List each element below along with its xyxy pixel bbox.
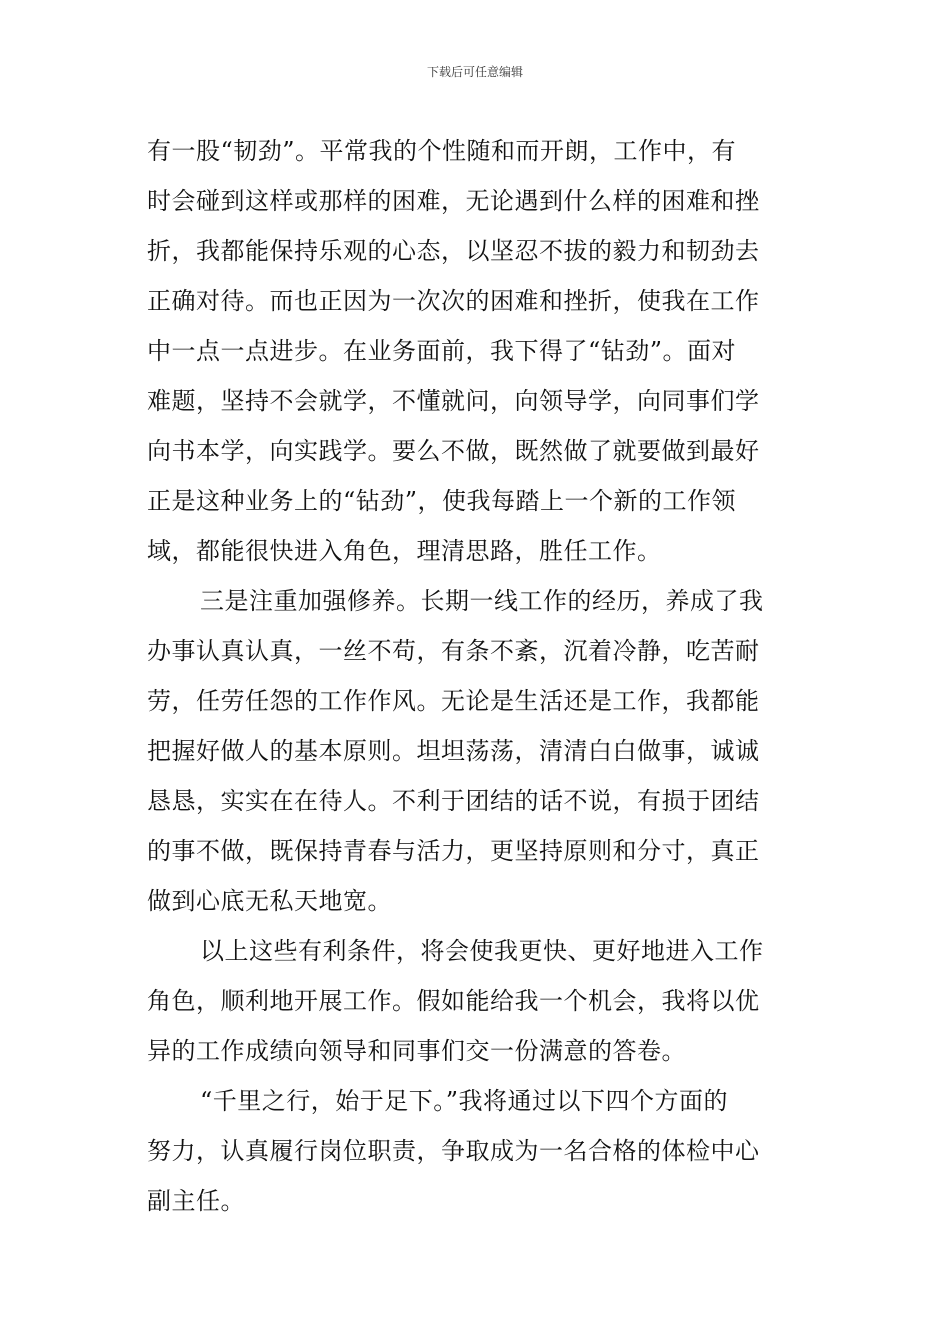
paragraph-start-line: 以上这些有利条件，将会使我更快、更好地进入工作 [200, 937, 764, 965]
text-line: 办事认真认真，一丝不苟，有条不紊，沉着冷静，吃苦耐 [147, 637, 760, 665]
text-line: 有一股“韧劲”。平常我的个性随和而开朗，工作中，有 [147, 137, 737, 165]
text-line: 做到心底无私天地宽。 [147, 887, 392, 915]
text-line: 域，都能很快进入角色，理清思路，胜任工作。 [147, 537, 662, 565]
page-header: 下载后可任意编辑 [426, 65, 523, 79]
text-line: 劳，任劳任怨的工作作风。无论是生活还是工作，我都能 [147, 687, 760, 715]
text-line: 折，我都能保持乐观的心态，以坚忍不拔的毅力和韧劲去 [147, 237, 760, 265]
text-line: 恳恳，实实在在待人。不利于团结的话不说，有损于团结 [147, 787, 760, 815]
text-line: 努力，认真履行岗位职责，争取成为一名合格的体检中心 [147, 1137, 760, 1165]
paragraph-start-line: 三是注重加强修养。长期一线工作的经历，养成了我 [200, 587, 764, 615]
text-line: 向书本学，向实践学。要么不做，既然做了就要做到最好 [147, 437, 760, 465]
text-line: 中一点一点进步。在业务面前，我下得了“钻劲”。面对 [147, 337, 737, 365]
text-line: 副主任。 [147, 1187, 245, 1215]
text-line: 的事不做，既保持青春与活力，更坚持原则和分寸，真正 [147, 837, 760, 865]
text-line: 正确对待。而也正因为一次次的困难和挫折，使我在工作 [147, 287, 760, 315]
text-line: 异的工作成绩向领导和同事们交一份满意的答卷。 [147, 1037, 686, 1065]
text-line: 正是这种业务上的“钻劲”，使我每踏上一个新的工作领 [147, 487, 737, 515]
document-body [147, 126, 827, 1226]
text-line: 角色，顺利地开展工作。假如能给我一个机会，我将以优 [147, 987, 760, 1015]
text-line: 时会碰到这样或那样的困难，无论遇到什么样的困难和挫 [147, 187, 760, 215]
text-line: 难题，坚持不会就学，不懂就问，向领导学，向同事们学 [147, 387, 760, 415]
text-line: 把握好做人的基本原则。坦坦荡荡，清清白白做事，诚诚 [147, 737, 760, 765]
paragraph-start-line: “千里之行，始于足下。”我将通过以下四个方面的 [200, 1087, 729, 1115]
